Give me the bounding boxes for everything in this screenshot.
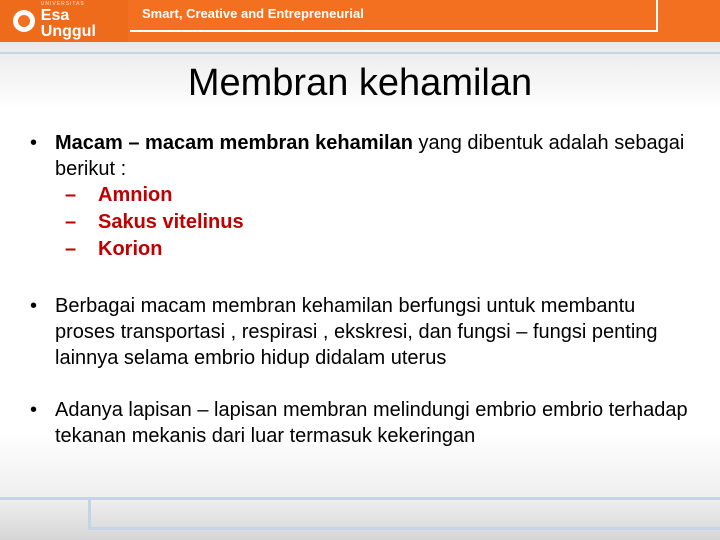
bullet-text: Berbagai macam membran kehamilan berfungsi untuk membantu proses transportasi , respirasi , ekskresi, dan fungsi – fungsi penting lainnya selama embrio hidup didalam uterus	[55, 295, 658, 369]
dash-icon: –	[65, 238, 77, 260]
decorative-line-vertical	[88, 500, 91, 530]
bullet-icon: •	[30, 399, 38, 421]
logo-emblem-icon	[13, 10, 35, 32]
bullet-bold-text: Macam – macam membran kehamilan	[55, 132, 413, 154]
decorative-line-bottom-lower	[88, 527, 720, 530]
bullet-icon: •	[30, 132, 38, 154]
tagline-box	[130, 0, 658, 32]
sub-item-text: Amnion	[98, 184, 173, 206]
sub-item	[30, 236, 690, 263]
bullet-text: yang dibentuk adalah sebagai berikut :	[55, 132, 685, 180]
dash-icon: –	[65, 184, 77, 206]
sub-item-text: Korion	[98, 238, 163, 260]
slide-body	[30, 130, 690, 449]
decorative-line-bottom	[0, 497, 720, 500]
university-logo	[0, 0, 128, 42]
decorative-line-top	[0, 52, 720, 54]
logo-name: Esa Unggul	[40, 7, 96, 40]
bullet-item	[30, 397, 690, 449]
bullet-item	[30, 293, 690, 371]
bullet-text: Adanya lapisan – lapisan membran melindungi embrio embrio terhadap tekanan mekanis dari luar termasuk kekeringan	[55, 399, 688, 447]
sub-item-text: Sakus vitelinus	[98, 211, 244, 233]
logo-text	[41, 2, 128, 40]
logo-university-label: UNIVERSITAS	[40, 1, 85, 7]
slide-title: Membran kehamilan	[187, 62, 533, 104]
sub-item	[30, 182, 690, 209]
bullet-item	[30, 130, 690, 182]
header-accent	[660, 0, 720, 30]
bullet-icon: •	[30, 295, 38, 317]
sub-item	[30, 209, 690, 236]
tagline: Smart, Creative and Entrepreneurial	[142, 6, 364, 21]
dash-icon: –	[65, 211, 77, 233]
header-bar	[0, 0, 720, 42]
